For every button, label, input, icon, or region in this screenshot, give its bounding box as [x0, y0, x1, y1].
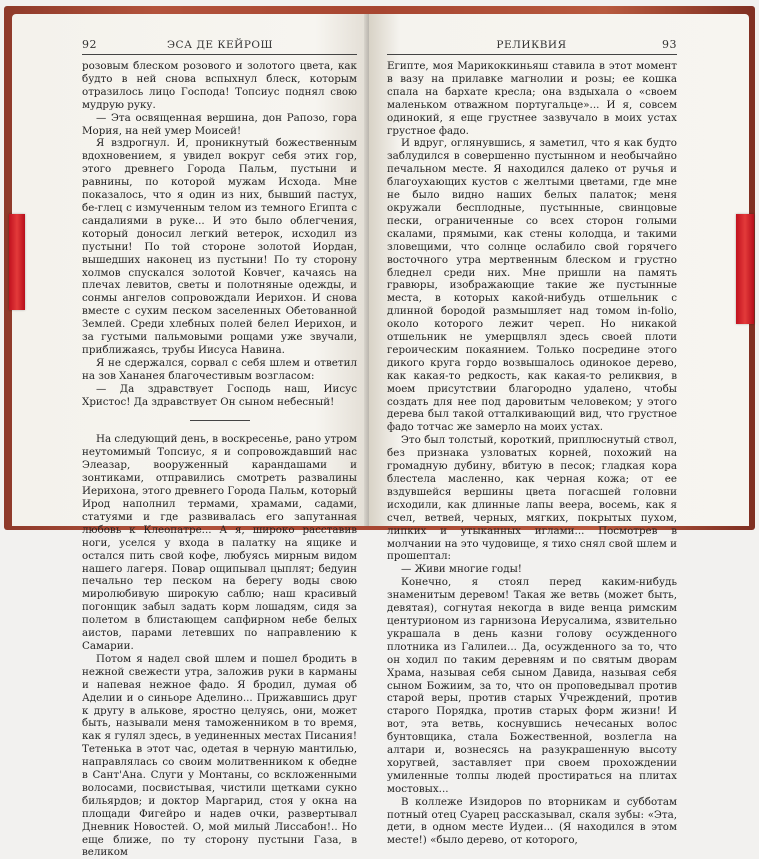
paragraph: Египте, моя Марикоккиньяш ставила в этот момент в вазу на прилавке магнолии и розы; ее кошка спала на бархате кресла; она вздыхала о «своем маленьком отважном португальце»... И я, совсем одинокий, я еще грустнее зазвучало в моих устах грустное фадо. — [387, 60, 677, 137]
right-page — [369, 14, 749, 847]
section-divider — [190, 420, 250, 421]
paragraph: На следующий день, в воскресенье, рано утром неутомимый Топсиус, я и сопровождавший нас Элеазар, вооруженный карандашами и зонтиками, отправились смотреть развалины Иерихона, этого древнего Города Пальм, который Ирод наполнил термами, храмами, садами, статуями и где развивалась его запутанная любовь к Клеопатре... А я, широко расставив ноги, уселся у входа в палатку на ящике и остался пить свой кофе, любуясь мирным видом нашего лагеря. Повар ощипывал цыплят; бедуин печально тер песком на берегу воды свою миролюбивую широкую саблю; наш красивый погонщик забыл задать корм лошадям, сидя за полетом в блистающем сапфирном небе белых аистов, парами летевших по направлению к Самарии. — [82, 433, 357, 652]
right-page-text — [387, 60, 677, 847]
paragraph: — Живи многие годы! — [401, 563, 522, 576]
paragraph: В коллеже Изидоров по вторникам и субботам потный отец Суарец рассказывал, скаля зубы: «Эта, дети, в одном месте Иудеи... (Я находился в этом месте!) «было дерево, от которого, — [387, 795, 677, 847]
paragraph: Это был толстый, короткий, приплюснутый ствол, без признака узловатых корней, похожий на громадную дубину, вбитую в песок; гладкая кора блестела масленно, как черная кожа; от ее вздувшейся вершины цвета погасшей головни исходили, как длинные лапы веера, восемь, как я счел, ветвей, черных, мягких, покрытых пухом, липких и утыканных иглами... Посмотрев в молчании на это чудовище, я тихо снял свой шлем и прошептал: — [387, 434, 677, 563]
paragraph: Я вздрогнул. И, проникнутый божественным вдохновением, я увидел вокруг себя этих гор, этого древнего Города Пальм, пустыни и равнины, по которой мужам Исхода. Мне показалось, что я один из них, бывший пастух, бе-глец с измученным телом из темного Египта с сандалиями в руке... И это было облегчения, который доносил легкий ветерок, исходил из пустыни! По той стороне золотой Иордан, вышедших наконец из пустыни! По ту сторону холмов спускался золотой Ковчег, качаясь на плечах левитов, светы и полотняные одежды, и сонмы ангелов сопровождали Иерихон. И снова вместе с сухим песком заселенных Обетованной Землей. Среди хлебных полей белел Иерихон, и за густыми пальмовыми рощами уже звучали, приближаясь, трубы Иисуса Навина. — [82, 137, 357, 356]
paragraph: И вдруг, оглянувшись, я заметил, что я как будто заблудился в совершенно пустынном и необычайно печальном месте. Я находился далеко от ручья и благоухающих кустов с желтыми цветами, где мне не было видно наших белых палаток; меня окружали бесплодные, пустынные, свинцовые пески, ограниченные со всех сторон голыми скалами, прямыми, как стены колодца, и такими зловещими, что солнце ослабило свой горячего восточного утра мертвенным блеском и грустно бледнел среди них. Мне пришли на память гравюры, изображающие такие же пустынные места, в которых какой-нибудь отшельник с длинной бородой размышляет над томом in-folio, около которого лежит череп. Но никакой отшельник не умерщвлял здесь своей плоти героическим покаянием. Только посредине этого дикого круга гордо возвышалось одинокое дерево, как какая-то редкость, как какая-то реликвия, в моем присутствии благородно удалено, чтобы создать для нее под даровитым человеком; у этого дерева был такой отталкивающий вид, что грустное фадо тотчас же замерло на моих устах. — [387, 137, 677, 434]
left-page-text — [82, 60, 357, 859]
right-bookmark-ribbon — [736, 214, 754, 324]
paragraph: розовым блеском розового и золотого цвета, как будто в ней снова вспыхнул блеск, которым отразилось лицо Господа! Топсиус поднял свою мудрую руку. — [82, 60, 357, 111]
paragraph: Я не сдержался, сорвал с себя шлем и ответил на зов Хананея благочестивым возгласом: — [82, 356, 357, 382]
paragraph: — Да здравствует Господь наш, Иисус Христос! Да здравствует Он сыном небесный! — [82, 382, 357, 408]
right-running-head: РЕЛИКВИЯ — [496, 39, 567, 51]
left-page-number: 92 — [82, 38, 97, 51]
paragraph: Конечно, я стоял перед каким-нибудь знаменитым деревом! Такая же ветвь (может быть, девятая), согнутая некогда в виде венца римским центурионом из гарнизона Иерусалима, язвительно украшала в день казни голову осужденного плотника из Галилеи... Да, осужденного за то, что он ходил по таким деревням и по святым дворам Храма, называя себя сыном Давида, называя себя сыном Божиим, за то, что он проповедывал против старой веры, против старых Учреждений, против старого Порядка, против старых форм жизни! И вот, эта ветвь, коснувшись нечесаных волос бунтовщика, стала Божественной, возлегла на алтари и, вознесясь на разукрашенную высоту хоругвей, заставляет при своем прохождении умиленные толпы людей простираться на плитах мостовых... — [387, 576, 677, 795]
left-bookmark-ribbon — [9, 214, 25, 310]
left-page-header — [82, 38, 357, 55]
right-page-header — [387, 38, 677, 55]
paragraph: Потом я надел свой шлем и пошел бродить в нежной свежести утра, заложив руки в карманы и напевая нежное фадо. Я бродил, думая об Аделии и о синьоре Аделино... Прижавшись друг к другу в алькове, яростно целуясь, они, может быть, называли меня таможенником в то время, как я гулял здесь, в уединенных местах Писания! Тетенька в этот час, одетая в черную мантилью, направлялась со своим молитвенником к обедне в Сант'Ана. Слуги у Монтаны, со вскложенными волосами, посвистывая, чистили щетками сукно бильярдов; и доктор Маргарид, стоя у окна на площади Фигейро и надев очки, развертывал Дневник Новостей. О, мой милый Лиссабон!.. Но еще ближе, по ту сторону пустыни Газа, в великом — [82, 652, 357, 859]
left-running-head: ЭСА ДЕ КЕЙРОШ — [167, 39, 273, 51]
paragraph: — Эта освященная вершина, дон Рапозо, гора Мория, на ней умер Моисей! — [82, 111, 357, 137]
right-page-number: 93 — [661, 38, 677, 51]
left-page — [12, 14, 369, 859]
